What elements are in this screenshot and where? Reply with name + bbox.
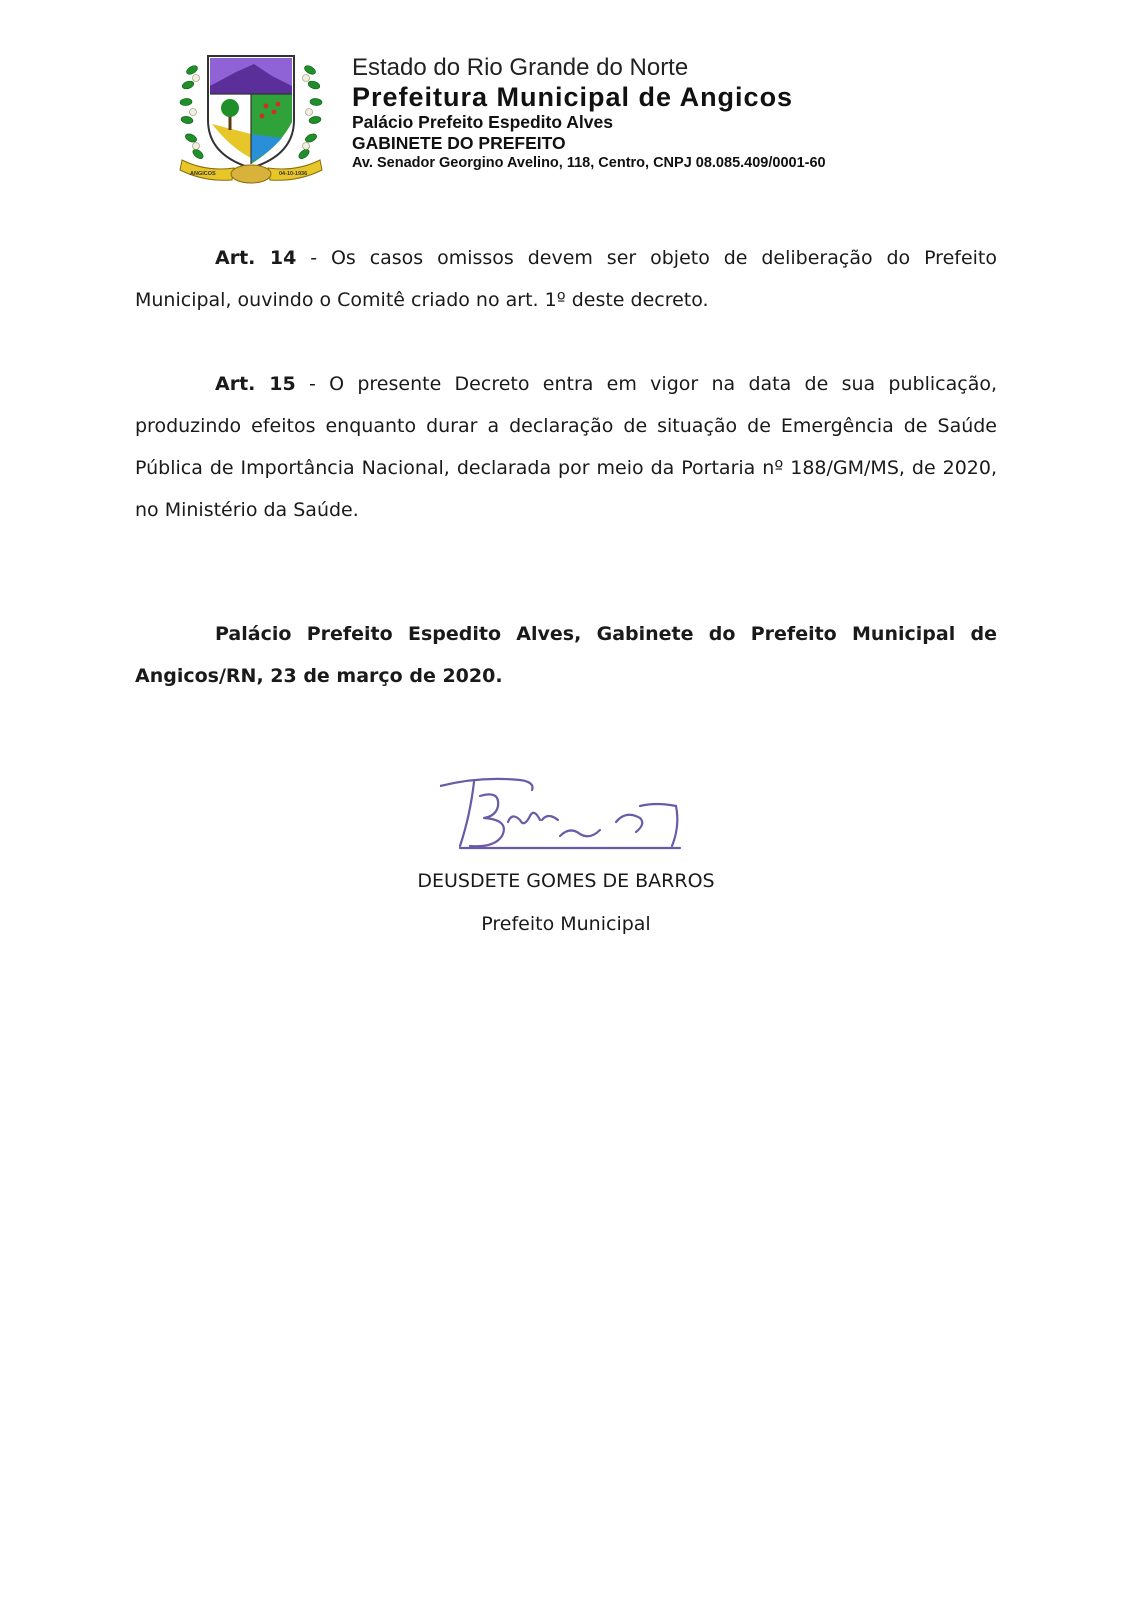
letterhead: [352, 56, 1052, 174]
closing-text: Palácio Prefeito Espedito Alves, Gabinete do Prefeito Municipal de Angicos/RN, 23 de março de 2020.: [135, 623, 997, 687]
closing-statement: [135, 613, 997, 697]
header-address: Av. Senador Georgino Avelino, 118, Centro, CNPJ 08.085.409/0001-60: [352, 155, 826, 171]
header-cabinet: GABINETE DO PREFEITO: [352, 133, 566, 153]
crest-banner-right: 04-10-1936: [279, 171, 308, 177]
signatory-title: Prefeito Municipal: [481, 913, 651, 935]
article-14: [135, 237, 997, 321]
article-15-text: - O presente Decreto entra em vigor na data de sua publicação, produzindo efeitos enquanto durar a declaração de situação de Emergência de Saúde Pública de Importância Nacional, declarada por meio da Portaria nº 188/GM/MS, de 2020, no Ministério da Saúde.: [135, 373, 997, 521]
article-15: [135, 363, 997, 531]
header-prefeitura: Prefeitura Municipal de Angicos: [352, 82, 794, 112]
article-14-text: - Os casos omissos devem ser objeto de deliberação do Prefeito Municipal, ouvindo o Comitê criado no art. 1º deste decreto.: [135, 247, 998, 311]
article-15-label: Art. 15: [215, 373, 296, 395]
crest-banner-left: ANGICOS: [190, 171, 216, 177]
article-14-label: Art. 14: [215, 247, 297, 269]
header-palace: Palácio Prefeito Espedito Alves: [352, 112, 613, 132]
header-state: Estado do Rio Grande do Norte: [352, 54, 689, 81]
signatory-name: DEUSDETE GOMES DE BARROS: [417, 870, 715, 892]
handwritten-signature: [440, 776, 700, 872]
municipal-crest-icon: [176, 50, 326, 190]
